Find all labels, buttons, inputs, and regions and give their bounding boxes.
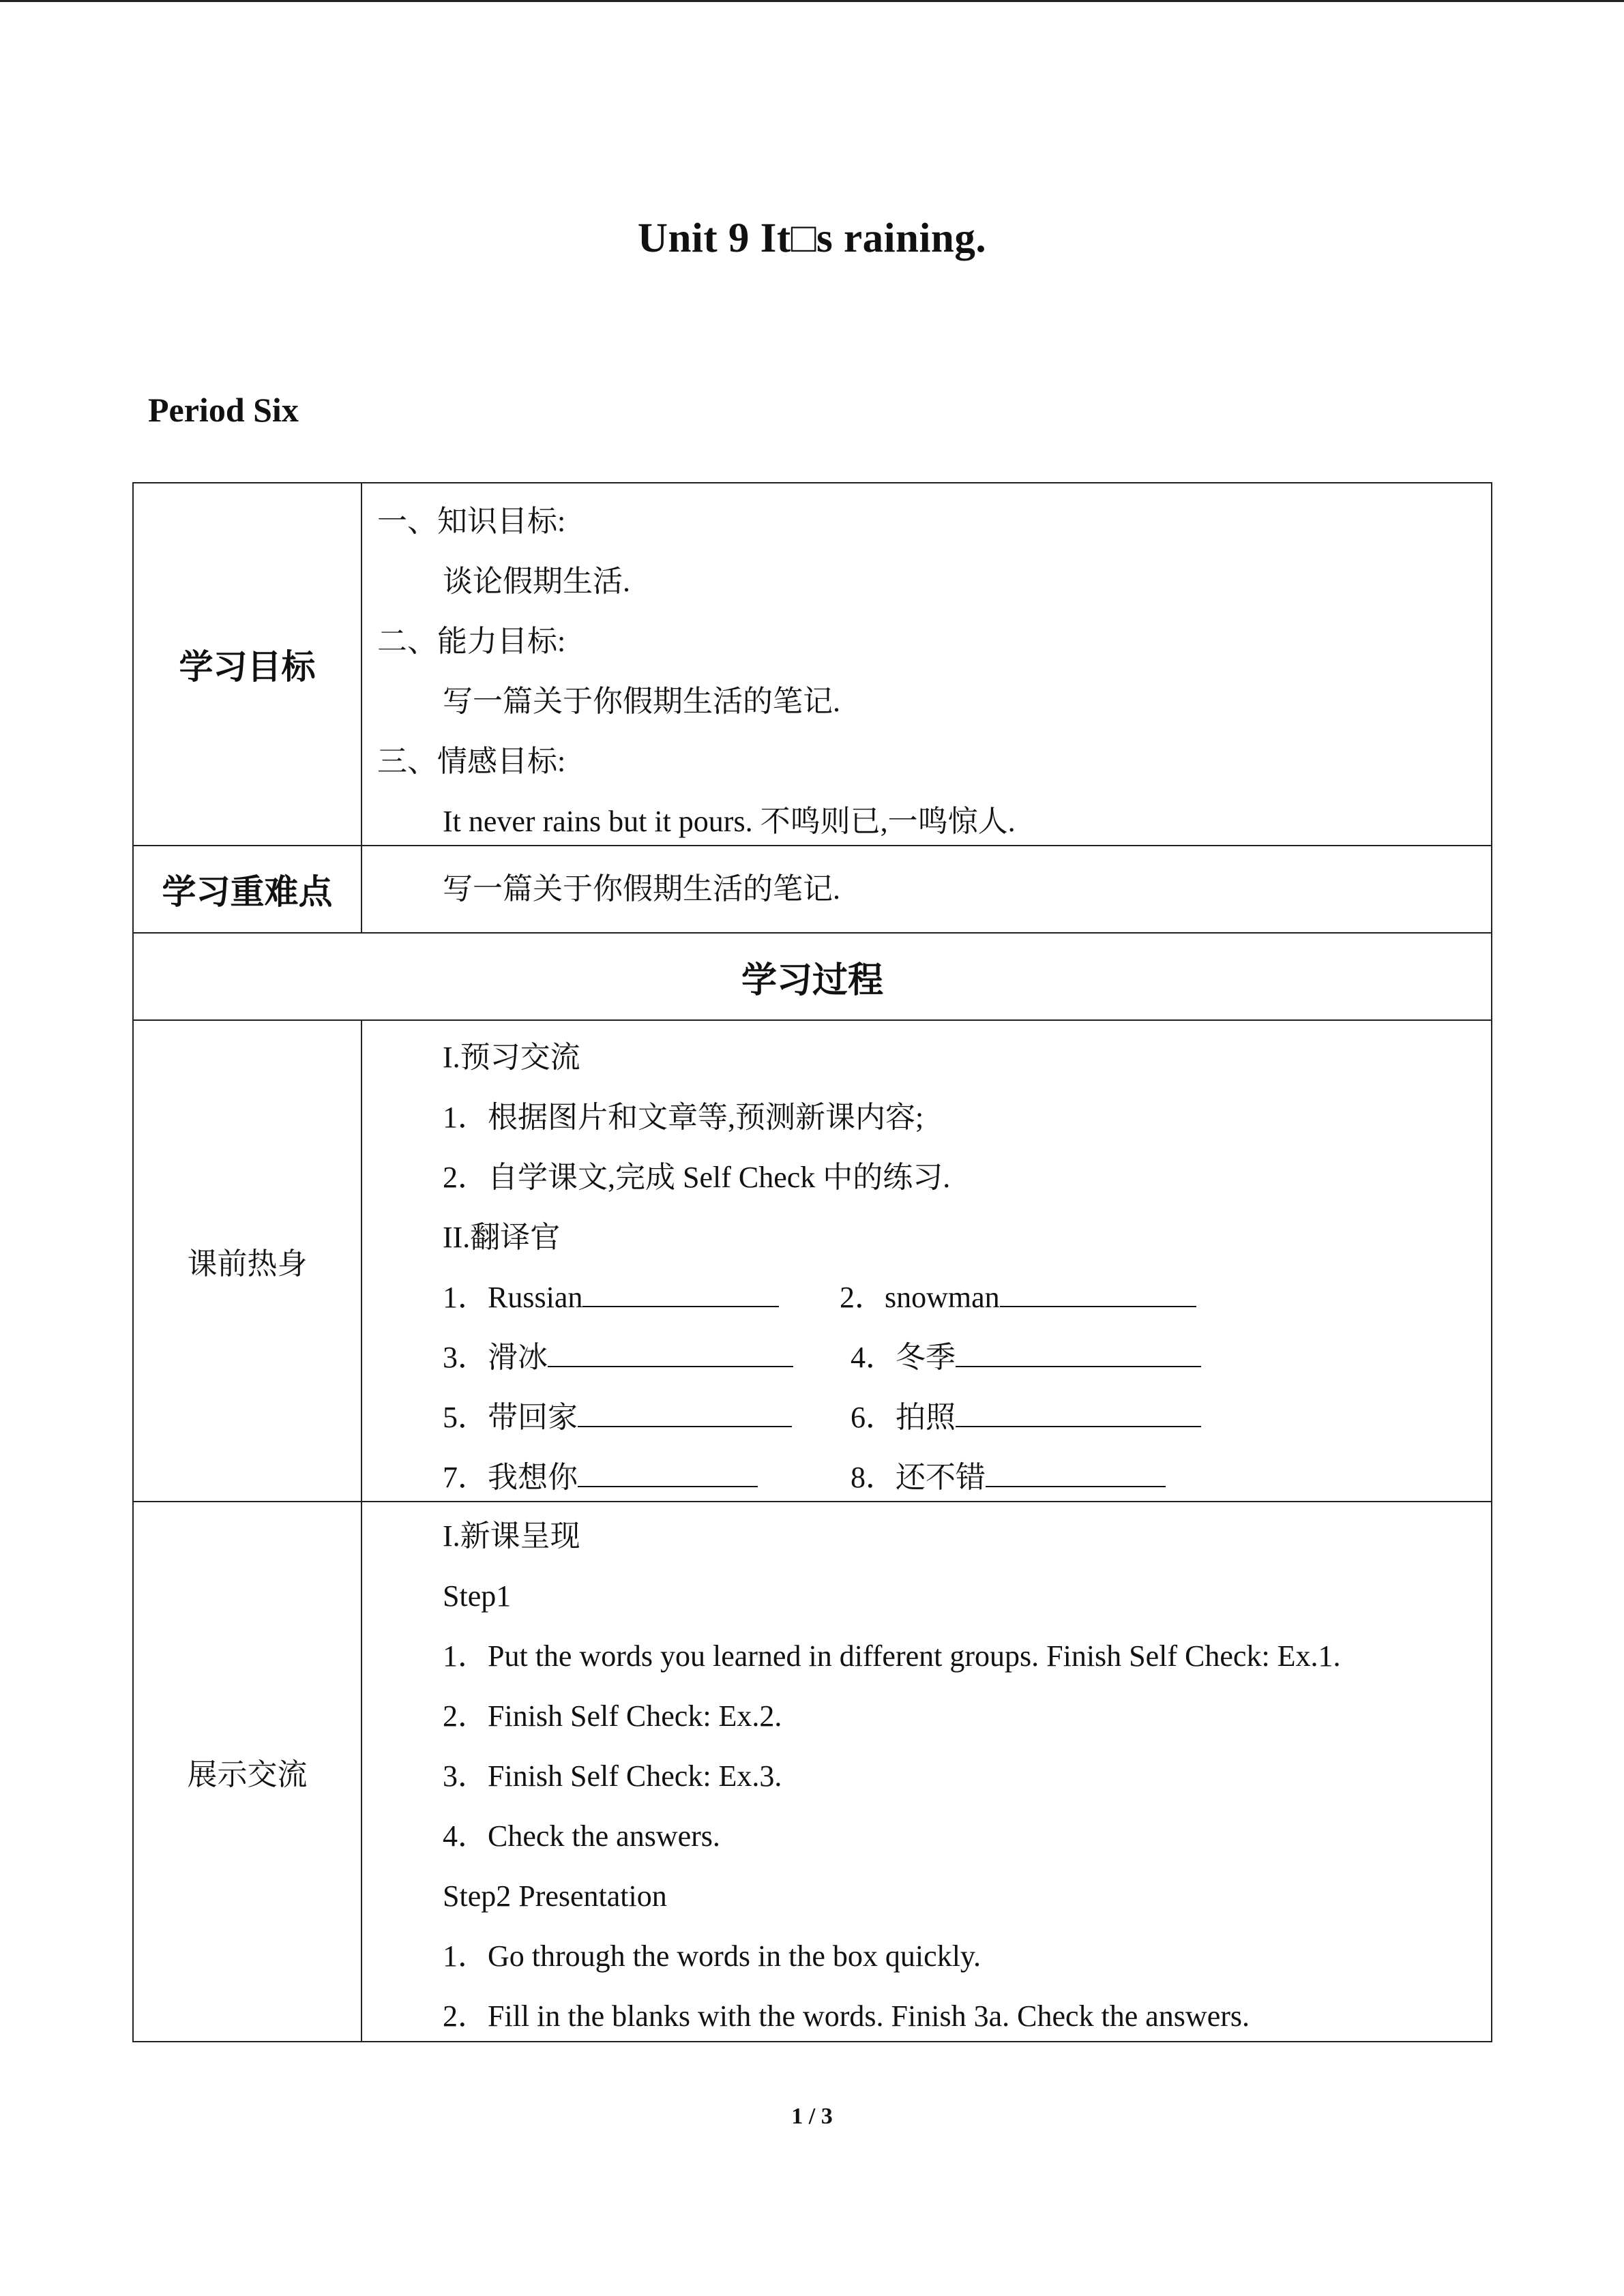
step-item: 3．Finish Self Check: Ex.3. bbox=[443, 1759, 782, 1793]
translation-prompt: 7．我想你 bbox=[443, 1461, 578, 1494]
translation-pair bbox=[443, 1328, 1477, 1388]
translation-prompt: 2．snowman bbox=[840, 1281, 1000, 1314]
warmup-label: 课前热身 bbox=[187, 1247, 308, 1281]
translation-pair bbox=[443, 1268, 1477, 1328]
document-title: Unit 9 It□s raining. bbox=[637, 215, 987, 261]
translation-pair bbox=[443, 1448, 1477, 1497]
process-heading: 学习过程 bbox=[741, 959, 883, 1001]
key-points-content-cell bbox=[361, 846, 1492, 933]
translation-prompt: 3．滑冰 bbox=[443, 1341, 548, 1374]
answer-blank[interactable] bbox=[548, 1339, 793, 1367]
lesson-plan-table bbox=[132, 482, 1492, 2042]
objectives-label-cell bbox=[133, 483, 361, 846]
translation-prompt: 1．Russian bbox=[443, 1281, 583, 1314]
step-item: 1．Go through the words in the box quickly. bbox=[443, 1939, 981, 1973]
answer-blank[interactable] bbox=[578, 1399, 792, 1427]
warmup-row bbox=[133, 1020, 1492, 1502]
warmup-item: 1．根据图片和文章等,预测新课内容; bbox=[443, 1101, 924, 1134]
process-heading-cell bbox=[133, 933, 1492, 1020]
objective-line: 三、情感目标: bbox=[377, 745, 566, 778]
answer-blank[interactable] bbox=[578, 1459, 758, 1487]
key-points-label-cell bbox=[133, 846, 361, 933]
step-item: 2．Finish Self Check: Ex.2. bbox=[443, 1699, 782, 1733]
presentation-label: 展示交流 bbox=[187, 1757, 308, 1792]
objective-line: It never rains but it pours. 不鸣则已,一鸣惊人. bbox=[443, 805, 1016, 838]
objective-line: 一、知识目标: bbox=[377, 505, 566, 538]
step-item: 4．Check the answers. bbox=[443, 1819, 720, 1853]
answer-blank[interactable] bbox=[1000, 1279, 1196, 1307]
translation-pair bbox=[443, 1388, 1477, 1448]
page-top-border bbox=[0, 0, 1624, 2]
key-points-row bbox=[133, 846, 1492, 933]
period-title: Period Six bbox=[148, 391, 299, 429]
answer-blank[interactable] bbox=[986, 1459, 1166, 1487]
presentation-section-title: I.新课呈现 bbox=[443, 1519, 580, 1553]
translation-prompt: 6．拍照 bbox=[851, 1401, 956, 1434]
translation-prompt: 4．冬季 bbox=[851, 1341, 956, 1374]
objective-line: 谈论假期生活. bbox=[443, 565, 630, 598]
page-number: 1 / 3 bbox=[791, 2104, 833, 2129]
key-points-label: 学习重难点 bbox=[162, 872, 333, 912]
warmup-label-cell bbox=[133, 1020, 361, 1502]
translation-prompt: 5．带回家 bbox=[443, 1401, 578, 1434]
key-points-text: 写一篇关于你假期生活的笔记. bbox=[443, 872, 840, 906]
step-title: Step2 Presentation bbox=[443, 1879, 667, 1913]
process-heading-row bbox=[133, 933, 1492, 1020]
warmup-content-cell bbox=[361, 1020, 1492, 1502]
presentation-label-cell bbox=[133, 1502, 361, 2042]
warmup-item: 2．自学课文,完成 Self Check 中的练习. bbox=[443, 1161, 951, 1194]
objectives-label: 学习目标 bbox=[179, 647, 316, 687]
objectives-content-cell bbox=[361, 483, 1492, 846]
warmup-section-title: I.预习交流 bbox=[443, 1041, 580, 1074]
warmup-section-title: II.翻译官 bbox=[443, 1221, 561, 1254]
step-item: 2．Fill in the blanks with the words. Finish 3a. Check the answers. bbox=[443, 1999, 1250, 2033]
answer-blank[interactable] bbox=[956, 1399, 1201, 1427]
presentation-row bbox=[133, 1502, 1492, 2042]
answer-blank[interactable] bbox=[956, 1339, 1201, 1367]
objectives-row bbox=[133, 483, 1492, 846]
objective-line: 二、能力目标: bbox=[377, 625, 566, 658]
presentation-content-cell bbox=[361, 1502, 1492, 2042]
answer-blank[interactable] bbox=[582, 1279, 779, 1307]
step-item: 1．Put the words you learned in different groups. Finish Self Check: Ex.1. bbox=[443, 1639, 1341, 1673]
objective-line: 写一篇关于你假期生活的笔记. bbox=[443, 685, 840, 718]
step-title: Step1 bbox=[443, 1579, 512, 1613]
translation-prompt: 8．还不错 bbox=[851, 1461, 986, 1494]
